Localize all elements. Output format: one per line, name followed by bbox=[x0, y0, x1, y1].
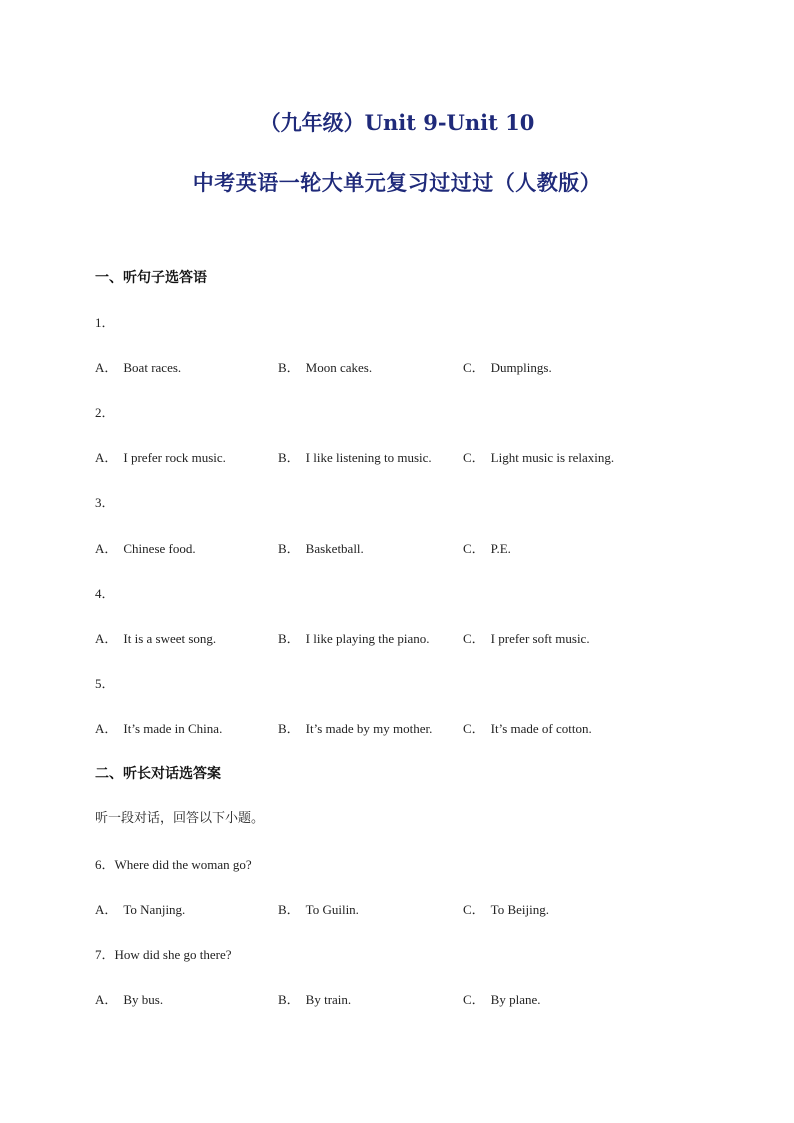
option-a: A． By bus. bbox=[95, 992, 164, 1007]
section-instruction: 听一段对话，回答以下小题。 bbox=[95, 811, 265, 826]
question-number: 7． bbox=[95, 947, 115, 962]
option-a: A． Boat races. bbox=[95, 360, 182, 375]
option-b: B． I like listening to music. bbox=[278, 450, 432, 465]
options-row bbox=[0, 719, 794, 739]
question-number: 4． bbox=[95, 586, 115, 601]
question-number: 1． bbox=[95, 315, 115, 330]
option-b: B． By train. bbox=[278, 992, 352, 1007]
question-stem bbox=[95, 584, 115, 604]
options-row bbox=[0, 448, 794, 468]
question-number: 5． bbox=[95, 676, 115, 691]
options-row bbox=[0, 539, 794, 559]
option-c: C． To Beijing. bbox=[463, 902, 549, 917]
option-c: C． Light music is relaxing. bbox=[463, 450, 615, 465]
option-c: C． It’s made of cotton. bbox=[463, 721, 592, 736]
option-b: B． I like playing the piano. bbox=[278, 631, 430, 646]
options-row bbox=[0, 358, 794, 378]
question-stem bbox=[95, 855, 252, 875]
options-row bbox=[0, 900, 794, 920]
section-heading-listening-sentences: 一、听句子选答语 bbox=[95, 270, 207, 286]
document-subtitle: 中考英语一轮大单元复习过过过（人教版） bbox=[192, 170, 602, 195]
option-b: B． Basketball. bbox=[278, 541, 364, 556]
option-a: A． I prefer rock music. bbox=[95, 450, 226, 465]
options-row bbox=[0, 629, 794, 649]
question-stem bbox=[95, 945, 231, 965]
option-a: A． To Nanjing. bbox=[95, 902, 186, 917]
question-number: 2． bbox=[95, 405, 115, 420]
option-b: B． It’s made by my mother. bbox=[278, 721, 433, 736]
options-row bbox=[0, 990, 794, 1010]
question-stem bbox=[95, 674, 115, 694]
option-a: A． Chinese food. bbox=[95, 541, 196, 556]
option-c: C． P.E. bbox=[463, 541, 511, 556]
option-b: B． Moon cakes. bbox=[278, 360, 373, 375]
question-text: How did she go there? bbox=[114, 947, 232, 962]
question-text: Where did the woman go? bbox=[114, 857, 252, 872]
option-b: B． To Guilin. bbox=[278, 902, 359, 917]
section-heading-long-dialogue: 二、听长对话选答案 bbox=[95, 766, 221, 782]
option-c: C． Dumplings. bbox=[463, 360, 552, 375]
question-stem bbox=[95, 493, 115, 513]
question-number: 6． bbox=[95, 857, 115, 872]
question-number: 3． bbox=[95, 495, 115, 510]
question-stem bbox=[95, 313, 115, 333]
question-stem bbox=[95, 403, 115, 423]
option-a: A． It’s made in China. bbox=[95, 721, 223, 736]
option-c: C． By plane. bbox=[463, 992, 541, 1007]
option-c: C． I prefer soft music. bbox=[463, 631, 590, 646]
document-title: （九年级）Unit 9-Unit 10 bbox=[259, 110, 535, 135]
option-a: A． It is a sweet song. bbox=[95, 631, 217, 646]
